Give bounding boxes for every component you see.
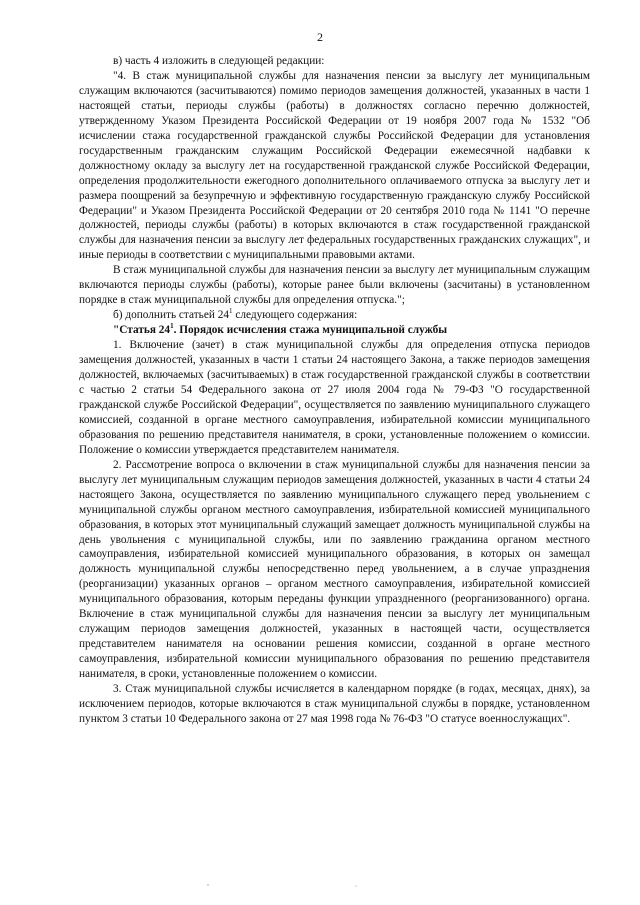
article-clause-2: 2. Рассмотрение вопроса о включении в стаж муниципальной службы для назначения пенсии за выслугу лет муниципальным служащим периодов замещения должностей, указанных в части 4 статьи 24 настоящего Закона, осуществляется по заявлению муниципального служащего перед увольнением с муниципальной службы органом местного самоуправления, избирательной комиссией муниципального образования, в которых этот муниципальный служащий замещает должность муниципальной службы на день увольнения с муниципальной службы, или по заявлению гражданина органом местного самоуправления, избирательной комиссией муниципального образования, в которых он замещал должность муниципальной службы непосредственно перед увольнением, а в случае упразднения (реорганизации) указанных органов – органом местного самоуправления, избирательной комиссией муниципального образования, которым переданы функции упраздненного (реорганизованного) органа. Включение в стаж муниципальной службы для назначения пенсии за выслугу лет муниципальным служащим периодов замещения должностей, указанных в настоящей части, осуществляется представителем нанимателя на основании решения комиссии, созданной в органе местного самоуправления, избирательной комиссии муниципального образования по решению представителя нанимателя, в сроки, установленные положением о комиссии. bbox=[79, 458, 590, 681]
amendment-b-text-post: следующего содержания: bbox=[232, 309, 358, 322]
amendment-b-text-pre: б) дополнить статьей 24 bbox=[113, 309, 229, 322]
article-clause-3: 3. Стаж муниципальной службы исчисляется в календарном порядке (в годах, месяцах, днях), за исключением периодов, которые включаются в стаж муниципальной службы в порядке, установленном пунктом 3 статьи 10 Федерального закона от 27 мая 1998 года № 76-ФЗ "О статусе военнослужащих". bbox=[79, 683, 590, 725]
amendment-b-sup: 1 bbox=[229, 307, 233, 316]
article-heading-pre: "Статья 24 bbox=[113, 324, 171, 337]
article-heading-sup: 1 bbox=[170, 322, 174, 331]
article-heading-post: . Порядок исчисления стажа муниципальной службы bbox=[173, 324, 448, 337]
paragraph-part-4: "4. В стаж муниципальной службы для назначения пенсии за выслугу лет муниципальным служащим включаются (засчитываются) помимо периодов замещения должностей, указанных в части 1 настоящей статьи, периоды службы (работы) в должностях согласно перечню должностей, утвержденному Указом Президента Российской Федерации от 19 ноября 2007 года № 1532 "Об исчислении стажа государственной гражданской службы Российской Федерации для установления государственным гражданским служащим Российской Федерации ежемесячной надбавки к должностному окладу за выслугу лет на государственной гражданской службе Российской Федерации, определения продолжительности ежегодного дополнительного оплачиваемого отпуска за выслугу лет и размера поощрений за безупречную и эффективную государственную гражданскую службу Российской Федерации" и Указом Президента Российской Федерации от 20 сентября 2010 года № 1141 "О перечне должностей, периоды службы (работы) в которых включаются в стаж государственной гражданской службы для назначения пенсии за выслугу лет федеральных государственных гражданских служащих", и иные периоды в соответствии с муниципальными правовыми актами. bbox=[79, 69, 590, 262]
paragraph-part-4-continued: В стаж муниципальной службы для назначения пенсии за выслугу лет муниципальным служащим включаются периоды службы (работы), которые ранее были включены (засчитаны) в установленном порядке в стаж муниципальной службы для определения отпуска."; bbox=[79, 264, 590, 307]
article-clause-1: 1. Включение (зачет) в стаж муниципальной службы для определения отпуска периодов замещения должностей, указанных в части 1 статьи 24 настоящего Закона, а также периодов замещения должностей, включаемых (засчитываемых) в стаж государственной гражданской службы в соответствии с частью 2 статьи 54 Федерального закона от 27 июля 2004 года № 79-ФЗ "О государственной гражданской службе Российской Федерации", осуществляется по заявлению муниципального служащего комиссией, созданной в органе местного самоуправления, избирательной комиссии муниципального образования по решению представителя нанимателя, в сроки, установленные положением о комиссии. Положение о комиссии утверждается представителем нанимателя. bbox=[79, 339, 590, 456]
page-number: 2 bbox=[317, 30, 323, 44]
paragraph-amendment-c: в) часть 4 изложить в следующей редакции: bbox=[113, 55, 325, 67]
